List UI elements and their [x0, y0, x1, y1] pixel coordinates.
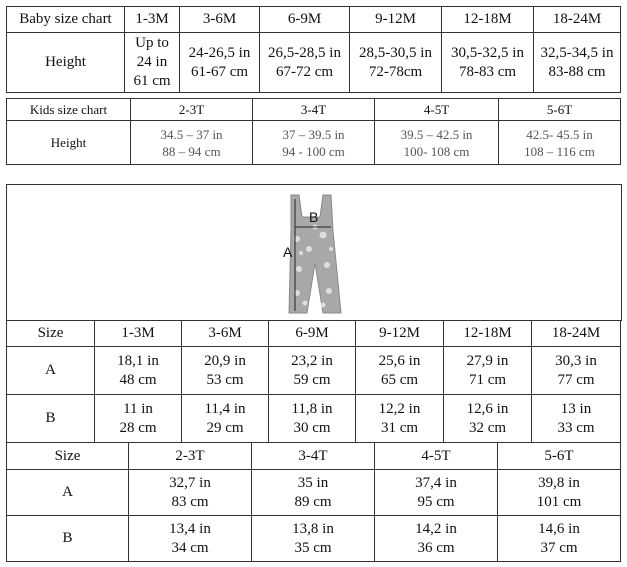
- cell-line: 39,8 in: [538, 474, 580, 491]
- size-col-header: 3-6M: [182, 321, 269, 347]
- cell-line: 42.5- 45.5 in: [526, 126, 593, 142]
- cell-line: 108 – 116 cm: [524, 143, 595, 159]
- cell-line: 13,4 in: [169, 520, 211, 537]
- cell-line: 23,2 in: [291, 352, 333, 369]
- size-col-header: 3-4T: [252, 443, 375, 470]
- measure-cell: [498, 516, 621, 562]
- cell-line: 25,6 in: [378, 352, 421, 369]
- measure-cell: [95, 395, 182, 443]
- measure-cell: [444, 347, 532, 395]
- cell-line: 33 cm: [557, 419, 595, 436]
- baby-measurements-table: [6, 320, 621, 443]
- cell-line: 71 cm: [468, 371, 507, 388]
- cell-line: 88 – 94 cm: [162, 143, 221, 159]
- size-col-header: 5-6T: [498, 443, 621, 470]
- row-label-b: B: [7, 516, 129, 562]
- cell-line: 24 in: [136, 54, 168, 70]
- cell-line: 95 cm: [417, 493, 455, 510]
- kids-height-cell: [131, 121, 253, 165]
- measure-label-b: B: [309, 209, 319, 225]
- cell-line: 37 cm: [540, 539, 578, 556]
- kids-size-5-6t: 5-6T: [499, 99, 621, 121]
- baby-size-12-18m: 12-18M: [442, 7, 534, 33]
- size-col-header: 1-3M: [95, 321, 182, 347]
- kids-height-cell: [499, 121, 621, 165]
- cell-line: 32,7 in: [169, 474, 211, 491]
- measure-cell: [252, 470, 375, 516]
- measure-label-a: A: [283, 244, 293, 260]
- cell-line: 94 - 100 cm: [282, 143, 345, 159]
- cell-line: 18,1 in: [117, 352, 159, 369]
- measure-cell: [129, 516, 252, 562]
- measure-cell: [95, 347, 182, 395]
- measure-cell: [129, 470, 252, 516]
- size-col-header: 2-3T: [129, 443, 252, 470]
- size-col-header: 4-5T: [375, 443, 498, 470]
- cell-line: 77 cm: [557, 371, 595, 388]
- cell-line: 34 cm: [171, 539, 209, 556]
- measure-cell: [252, 516, 375, 562]
- cell-line: 61-67 cm: [190, 63, 249, 80]
- cell-line: 28 cm: [119, 419, 157, 436]
- baby-size-1-3m: 1-3M: [125, 7, 180, 33]
- cell-line: 61 cm: [133, 73, 171, 89]
- cell-line: 34.5 – 37 in: [160, 126, 223, 142]
- romper-illustration: [275, 191, 355, 317]
- cell-line: 14,6 in: [538, 520, 580, 537]
- baby-size-chart: [6, 6, 621, 93]
- cell-line: 83-88 cm: [548, 63, 606, 80]
- cell-line: 65 cm: [380, 371, 419, 388]
- baby-height-cell: [260, 33, 350, 93]
- baby-chart-title: Baby size chart: [7, 7, 125, 33]
- cell-line: 32,5-34,5 in: [540, 44, 614, 61]
- kids-chart-title: Kids size chart: [7, 99, 131, 121]
- cell-line: 14,2 in: [415, 520, 457, 537]
- row-label-b: B: [7, 395, 95, 443]
- cell-line: 12,6 in: [466, 400, 509, 417]
- cell-line: 37,4 in: [415, 474, 457, 491]
- table-row: [7, 347, 621, 395]
- cell-line: 35 cm: [294, 539, 332, 556]
- measure-cell: [182, 347, 269, 395]
- cell-line: 29 cm: [206, 419, 244, 436]
- baby-height-cell: [180, 33, 260, 93]
- measure-cell: [356, 347, 444, 395]
- cell-line: 67-72 cm: [275, 63, 334, 80]
- row-label-a: A: [7, 470, 129, 516]
- cell-line: 13,8 in: [292, 520, 334, 537]
- kids-size-3-4t: 3-4T: [253, 99, 375, 121]
- size-header: Size: [7, 443, 129, 470]
- size-col-header: 18-24M: [532, 321, 621, 347]
- measure-cell: [532, 347, 621, 395]
- cell-line: 13 in: [560, 400, 592, 417]
- cell-line: 20,9 in: [204, 352, 246, 369]
- romper-illustration-panel: [6, 184, 622, 321]
- baby-size-3-6m: 3-6M: [180, 7, 260, 33]
- kids-size-2-3t: 2-3T: [131, 99, 253, 121]
- kids-size-4-5t: 4-5T: [375, 99, 499, 121]
- baby-size-18-24m: 18-24M: [534, 7, 621, 33]
- baby-height-cell: [125, 33, 180, 93]
- size-col-header: 9-12M: [356, 321, 444, 347]
- cell-line: 30 cm: [293, 419, 331, 436]
- cell-line: 26,5-28,5 in: [268, 44, 341, 61]
- measure-cell: [444, 395, 532, 443]
- measure-cell: [269, 395, 356, 443]
- row-label-a: A: [7, 347, 95, 395]
- cell-line: 24-26,5 in: [188, 44, 251, 61]
- kids-height-cell: [253, 121, 375, 165]
- measure-cell: [498, 470, 621, 516]
- cell-line: 48 cm: [119, 371, 157, 388]
- kids-height-cell: [375, 121, 499, 165]
- kids-height-label: Height: [7, 121, 131, 165]
- cell-line: 39.5 – 42.5 in: [400, 126, 473, 142]
- cell-line: 28,5-30,5 in: [359, 44, 432, 61]
- measure-cell: [269, 347, 356, 395]
- cell-line: 30,5-32,5 in: [451, 44, 524, 61]
- cell-line: 100- 108 cm: [403, 143, 470, 159]
- baby-height-label: Height: [7, 33, 125, 93]
- baby-size-6-9m: 6-9M: [260, 7, 350, 33]
- cell-line: 32 cm: [468, 419, 507, 436]
- baby-height-cell: [442, 33, 534, 93]
- cell-line: 37 – 39.5 in: [282, 126, 345, 142]
- cell-line: 11,8 in: [291, 400, 333, 417]
- table-row: [7, 516, 621, 562]
- cell-line: 31 cm: [380, 419, 419, 436]
- baby-size-9-12m: 9-12M: [350, 7, 442, 33]
- size-col-header: 12-18M: [444, 321, 532, 347]
- measure-cell: [375, 470, 498, 516]
- cell-line: 83 cm: [171, 493, 209, 510]
- kids-measurements-table: [6, 442, 621, 562]
- measure-cell: [182, 395, 269, 443]
- cell-line: 101 cm: [536, 493, 582, 510]
- size-col-header: 6-9M: [269, 321, 356, 347]
- table-row: [7, 470, 621, 516]
- measure-cell: [356, 395, 444, 443]
- baby-height-cell: [350, 33, 442, 93]
- cell-line: 11,4 in: [204, 400, 246, 417]
- baby-height-cell: [534, 33, 621, 93]
- cell-line: 11 in: [123, 400, 153, 417]
- cell-line: Up to: [135, 35, 169, 51]
- cell-line: 78-83 cm: [458, 63, 517, 80]
- cell-line: 89 cm: [294, 493, 332, 510]
- cell-line: 59 cm: [293, 371, 331, 388]
- cell-line: 36 cm: [417, 539, 455, 556]
- size-header: Size: [7, 321, 95, 347]
- measure-cell: [375, 516, 498, 562]
- kids-size-chart: [6, 98, 621, 165]
- cell-line: 72-78cm: [368, 63, 423, 80]
- cell-line: 27,9 in: [466, 352, 509, 369]
- cell-line: 35 in: [297, 474, 329, 491]
- cell-line: 30,3 in: [555, 352, 597, 369]
- cell-line: 12,2 in: [378, 400, 421, 417]
- cell-line: 53 cm: [206, 371, 244, 388]
- table-row: [7, 395, 621, 443]
- measure-cell: [532, 395, 621, 443]
